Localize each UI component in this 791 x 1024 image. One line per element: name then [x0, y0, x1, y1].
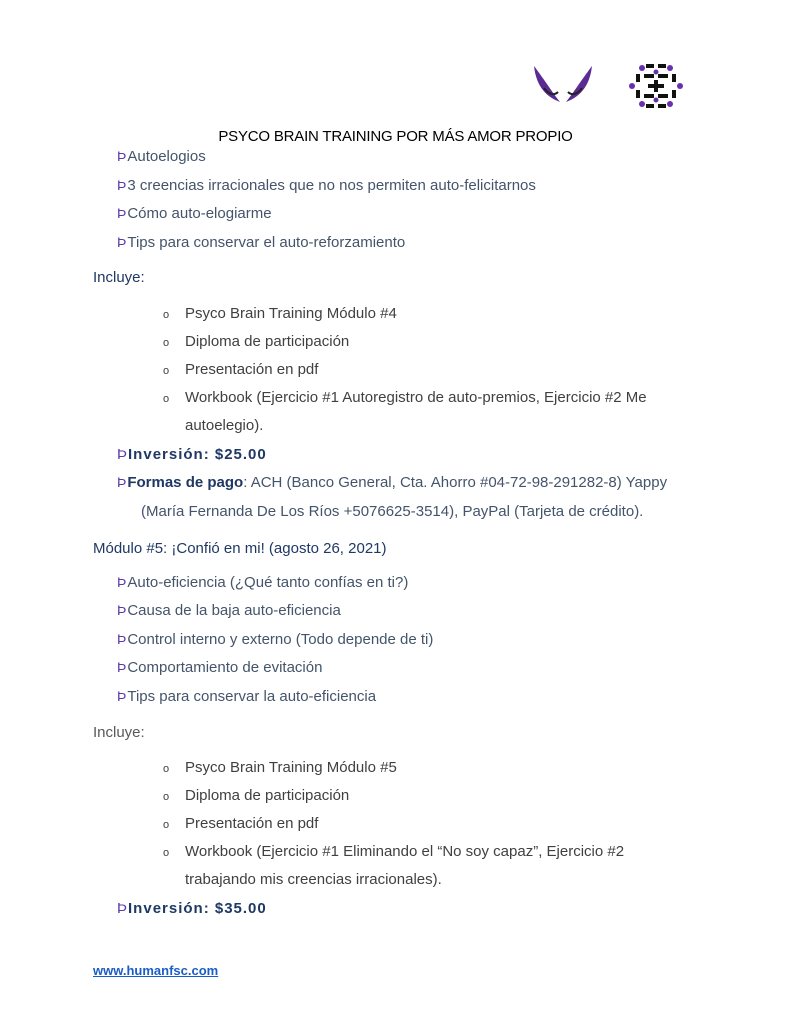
- bullet-arrow-icon: Þ: [117, 148, 127, 164]
- bullet-arrow-icon: Þ: [117, 205, 127, 221]
- include-item: o Diploma de participación: [163, 787, 350, 804]
- bullet-arrow-icon: Þ: [117, 234, 127, 250]
- pattern-seal-logo-icon: [628, 58, 684, 114]
- bullet-arrow-icon: Þ: [117, 602, 127, 618]
- topic-item: ÞTips para conservar el auto-reforzamiento: [117, 234, 406, 251]
- topic-item: ÞTips para conservar la auto-eficiencia: [117, 688, 377, 705]
- investment: ÞInversión: $35.00: [117, 900, 267, 917]
- include-item-workbook-cont: autoelegio).: [185, 417, 264, 434]
- include-item: o Psyco Brain Training Módulo #4: [163, 305, 397, 322]
- owl-wings-logo-icon: [530, 62, 596, 106]
- topic-item: ÞCausa de la baja auto-eficiencia: [117, 602, 341, 619]
- includes-label: Incluye:: [93, 269, 145, 286]
- bullet-arrow-icon: Þ: [117, 574, 127, 590]
- bullet-arrow-icon: Þ: [117, 688, 127, 704]
- include-item: o Psyco Brain Training Módulo #5: [163, 759, 397, 776]
- module-heading: Módulo #5: ¡Confió en mi! (agosto 26, 2021): [93, 540, 387, 557]
- include-item: o Presentación en pdf: [163, 361, 319, 378]
- include-item-workbook: o Workbook (Ejercicio #1 Autoregistro de auto-premios, Ejercicio #2 Me: [163, 389, 647, 406]
- bullet-arrow-icon: Þ: [117, 659, 127, 675]
- payment-methods: ÞFormas de pago: ACH (Banco General, Cta. Ahorro #04-72-98-291282-8) Yappy: [117, 474, 668, 491]
- includes-label: Incluye:: [93, 724, 145, 741]
- topic-item: ÞCómo auto-elogiarme: [117, 205, 272, 222]
- topic-item: Þ3 creencias irracionales que no nos permiten auto-felicitarnos: [117, 177, 536, 194]
- topic-item: ÞControl interno y externo (Todo depende de ti): [117, 631, 434, 648]
- page-title: PSYCO BRAIN TRAINING POR MÁS AMOR PROPIO: [218, 128, 573, 145]
- website-link[interactable]: www.humanfsc.com: [93, 963, 219, 978]
- topic-item: ÞAuto-eficiencia (¿Qué tanto confías en ti?): [117, 574, 409, 591]
- include-item: o Diploma de participación: [163, 333, 350, 350]
- bullet-arrow-icon: Þ: [117, 446, 129, 463]
- bullet-arrow-icon: Þ: [117, 631, 127, 647]
- topic-item: ÞAutoelogios: [117, 148, 206, 165]
- bullet-arrow-icon: Þ: [117, 900, 129, 917]
- include-item-workbook: o Workbook (Ejercicio #1 Eliminando el “No soy capaz”, Ejercicio #2: [163, 843, 625, 860]
- payment-methods-cont: (María Fernanda De Los Ríos +5076625-3514), PayPal (Tarjeta de crédito).: [141, 503, 644, 520]
- bullet-arrow-icon: Þ: [117, 474, 127, 490]
- include-item: o Presentación en pdf: [163, 815, 319, 832]
- topic-item: ÞComportamiento de evitación: [117, 659, 323, 676]
- investment: ÞInversión: $25.00: [117, 446, 267, 463]
- include-item-workbook-cont: trabajando mis creencias irracionales).: [185, 871, 442, 888]
- bullet-arrow-icon: Þ: [117, 177, 127, 193]
